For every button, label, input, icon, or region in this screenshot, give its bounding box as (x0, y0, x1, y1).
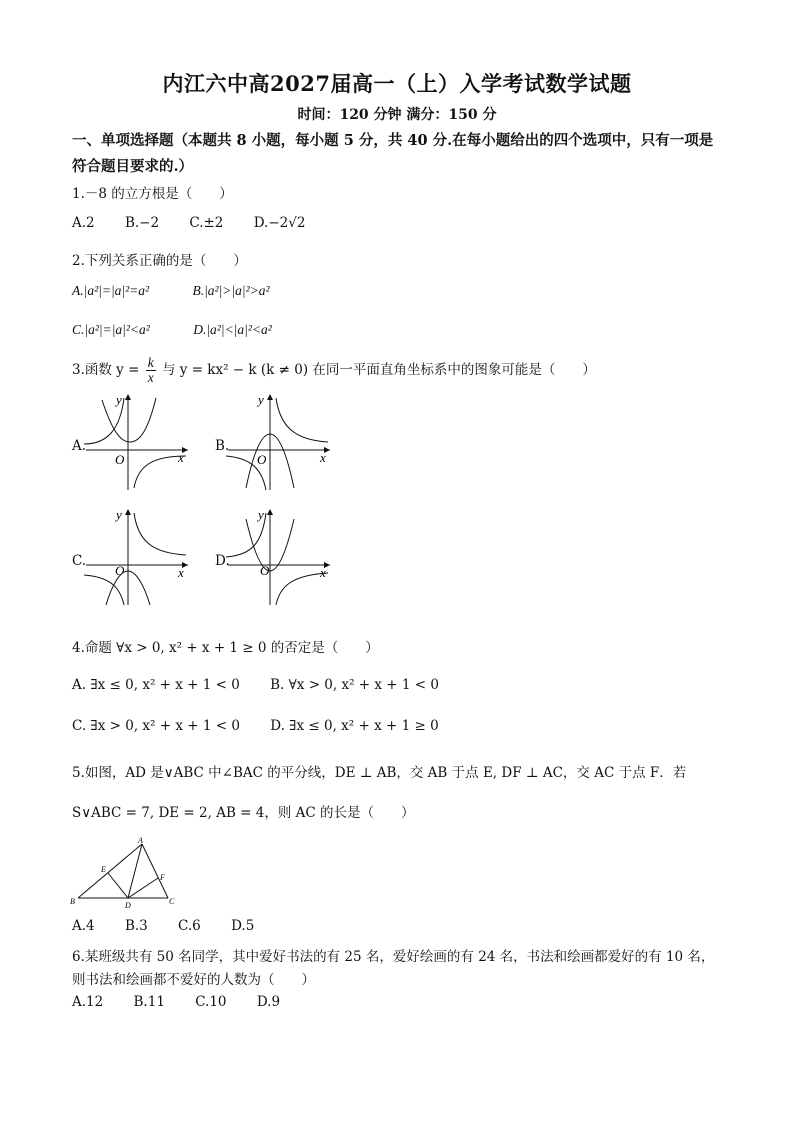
q5-option-c[interactable]: C.6 (178, 918, 201, 934)
q3-stem-prefix: 3.函数 y = (72, 362, 140, 378)
q6-stem-line1: 6.某班级共有 50 名同学，其中爱好书法的有 25 名，爱好绘画的有 24 名，书法和绘画都爱好的有 10 名， (72, 949, 715, 965)
q2-options-row1 (72, 283, 296, 299)
graph-d-x-label: x (320, 565, 326, 580)
graph-c-label: C. (72, 553, 87, 569)
q1-option-a[interactable]: A.2 (72, 215, 95, 231)
q5-option-d[interactable]: D.5 (231, 918, 255, 934)
graph-b-x-label: x (320, 450, 326, 465)
q3-fraction (146, 356, 156, 385)
section-heading: 一、单项选择题（本题共 8 小题，每小题 5 分，共 40 分.在每小题给出的四个选项中，只有一项是符合题目要求的.） (72, 132, 714, 175)
graph-a-y-label: y (116, 392, 122, 407)
q4-options-row1 (72, 677, 465, 693)
side-ab (78, 844, 142, 898)
graph-a-origin-label: O (115, 452, 125, 467)
q6-option-d[interactable]: D.9 (256, 994, 281, 1010)
q3-stem (72, 356, 596, 385)
q6-option-b[interactable]: B.11 (133, 994, 165, 1010)
q3-fraction-denominator: x (147, 370, 154, 385)
q5-stem-line2: S∨ABC = 7, DE = 2, AB = 4，则 AC 的长是（ ） (72, 805, 415, 821)
graph-b-origin-label: O (257, 452, 267, 467)
q1-option-d[interactable]: D.−2√2 (253, 215, 306, 231)
graph-c-origin-label: O (115, 563, 125, 578)
q4-option-c[interactable]: C. ∃x > 0, x² + x + 1 < 0 (72, 718, 240, 734)
q6-option-c[interactable]: C.10 (195, 994, 227, 1010)
graph-d-y-label: y (258, 507, 264, 522)
q4-options-row2 (72, 718, 465, 734)
q1-option-b[interactable]: B.−2 (124, 215, 160, 231)
graph-a-y-arrow (125, 394, 131, 400)
side-ac (142, 844, 168, 898)
q3-stem-suffix: 与 y = kx² − k (k ≠ 0) 在同一平面直角坐标系中的图象可能是（ ） (162, 362, 596, 378)
exam-title: 内江六中高2027届高一（上）入学考试数学试题 (162, 71, 632, 96)
q2-option-b[interactable]: B.|a²|>|a|²>a² (192, 283, 270, 298)
q5-option-b[interactable]: B.3 (124, 918, 148, 934)
point-a-label: A (138, 836, 143, 845)
q2-option-d[interactable]: D.|a²|<|a|²<a² (193, 322, 272, 337)
q4-stem: 4.命题 ∀x > 0, x² + x + 1 ≥ 0 的否定是（ ） (72, 640, 379, 656)
point-c-label: C (169, 897, 175, 906)
graph-c-hyperbola-right (134, 513, 186, 555)
graph-d-y-arrow (267, 509, 273, 515)
exam-subtitle: 时间：120 分钟 满分：150 分 (297, 107, 497, 123)
q5-stem-line1: 5.如图，AD 是∨ABC 中∠BAC 的平分线，DE ⊥ AB，交 AB 于点 E, DF ⊥ AC，交 AC 于点 F．若 (72, 765, 687, 781)
q5-options (72, 918, 280, 934)
point-b-label: B (70, 897, 75, 906)
q5-option-a[interactable]: A.4 (72, 918, 95, 934)
q1-options (72, 215, 331, 231)
graph-c[interactable] (82, 505, 192, 609)
q1-stem: 1.－8 的立方根是（ ） (72, 186, 233, 202)
q2-option-c[interactable]: C.|a²|=|a|²<a² (72, 322, 150, 337)
q2-option-a[interactable]: A.|a²|=|a|²=a² (72, 283, 150, 298)
graph-b[interactable] (224, 390, 334, 494)
q2-options-row2 (72, 322, 298, 338)
graph-c-x-label: x (178, 565, 184, 580)
graph-b-y-arrow (267, 394, 273, 400)
q4-option-a[interactable]: A. ∃x ≤ 0, x² + x + 1 < 0 (72, 677, 240, 693)
graph-d-label: D. (215, 553, 230, 569)
graph-b-y-label: y (258, 392, 264, 407)
segment-de (108, 873, 128, 898)
graph-a-parabola (102, 398, 156, 442)
q4-option-b[interactable]: B. ∀x > 0, x² + x + 1 < 0 (270, 677, 439, 693)
graph-c-y-arrow (125, 509, 131, 515)
graph-c-hyperbola-left (84, 575, 124, 605)
q6-options (72, 994, 306, 1010)
q4-option-d[interactable]: D. ∃x ≤ 0, x² + x + 1 ≥ 0 (270, 718, 439, 734)
point-e-label: E (101, 865, 106, 874)
q5-triangle-figure (70, 836, 190, 910)
graph-a[interactable] (82, 390, 192, 494)
point-f-label: F (160, 873, 165, 882)
q6-option-a[interactable]: A.12 (72, 994, 104, 1010)
q1-option-c[interactable]: C.±2 (189, 215, 224, 231)
graph-d-origin-label: O (260, 563, 270, 578)
q6-stem-line2: 则书法和绘画都不爱好的人数为（ ） (72, 972, 315, 988)
point-d-label: D (125, 901, 131, 910)
graph-b-label: B. (215, 438, 230, 454)
graph-a-x-label: x (178, 450, 184, 465)
graph-d[interactable] (224, 505, 334, 609)
q3-fraction-numerator: k (147, 355, 154, 370)
q2-stem: 2.下列关系正确的是（ ） (72, 253, 247, 269)
graph-a-label: A. (72, 438, 87, 454)
graph-b-hyperbola-right (276, 398, 328, 442)
graph-c-y-label: y (116, 507, 122, 522)
